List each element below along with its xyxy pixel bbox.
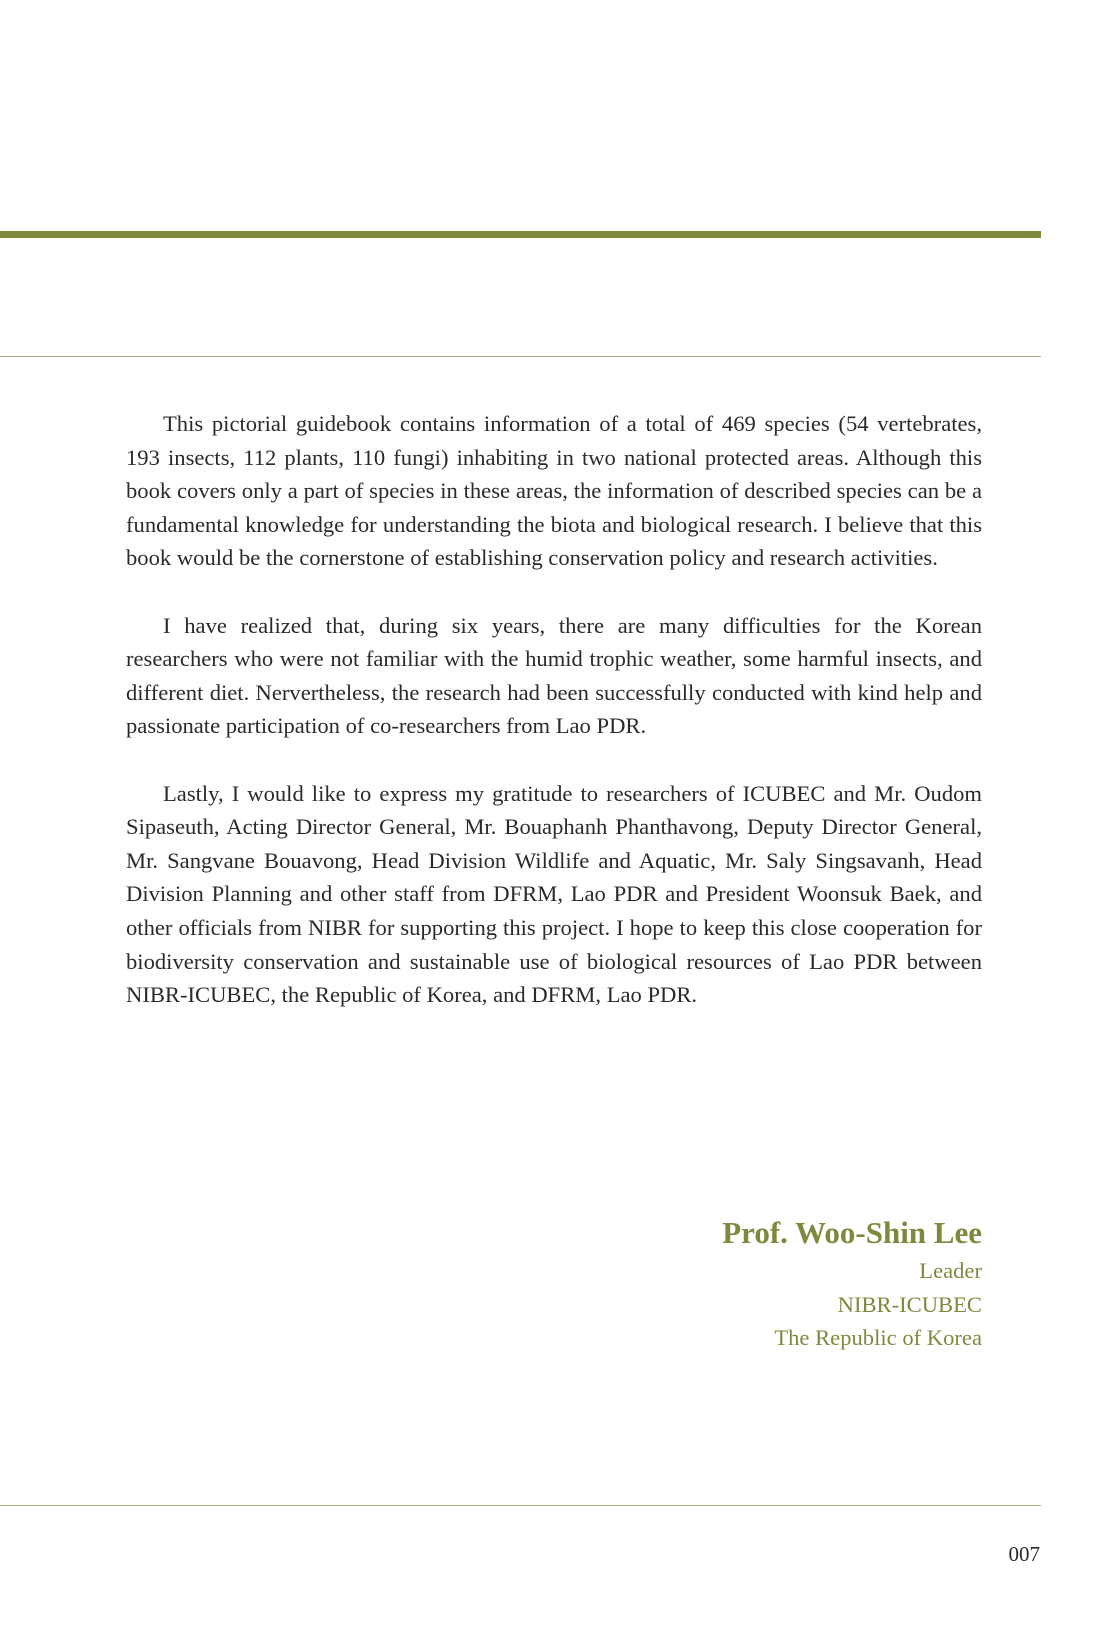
signature-organization: NIBR-ICUBEC (837, 1291, 982, 1317)
signature-country: The Republic of Korea (774, 1325, 982, 1350)
bottom-thin-rule (0, 1505, 1041, 1506)
body-text (126, 407, 982, 1045)
paragraph-2: I have realized that, during six years, there are many difficulties for the Korean researchers who were not familiar with the humid trophic weather, some harmful insects, and different diet. Nervertheless, the research had been successfully conducted with kind help and passionate participation of co-researchers from Lao PDR. (126, 612, 982, 739)
paragraph-3: Lastly, I would like to express my gratitude to researchers of ICUBEC and Mr. Oudom Sipaseuth, Acting Director General, Mr. Bouaphanh Phanthavong, Deputy Director General, Mr. Sangvane Bouavong, Head Division Wildlife and Aquatic, Mr. Saly Singsavanh, Head Division Planning and other staff from DFRM, Lao PDR and President Woonsuk Baek, and other officials from NIBR for supporting this project. I hope to keep this close cooperation for biodiversity conservation and sustainable use of biological resources of Lao PDR between NIBR-ICUBEC, the Republic of Korea, and DFRM, Lao PDR. (126, 780, 982, 1008)
paragraph-1: This pictorial guidebook contains information of a total of 469 species (54 vertebrates, 193 insects, 112 plants, 110 fungi) inhabiting in two national protected areas. Although this book covers only a part of species in these areas, the information of described species can be a fundamental knowledge for understanding the biota and biological research. I believe that this book would be the cornerstone of establishing conservation policy and research activities. (126, 411, 982, 571)
signature-name: Prof. Woo-Shin Lee (722, 1215, 982, 1250)
signature-block (722, 1214, 982, 1355)
upper-thin-rule (0, 356, 1041, 357)
signature-title: Leader (919, 1258, 982, 1283)
top-thick-rule (0, 231, 1041, 238)
page-number: 007 (1008, 1542, 1040, 1566)
